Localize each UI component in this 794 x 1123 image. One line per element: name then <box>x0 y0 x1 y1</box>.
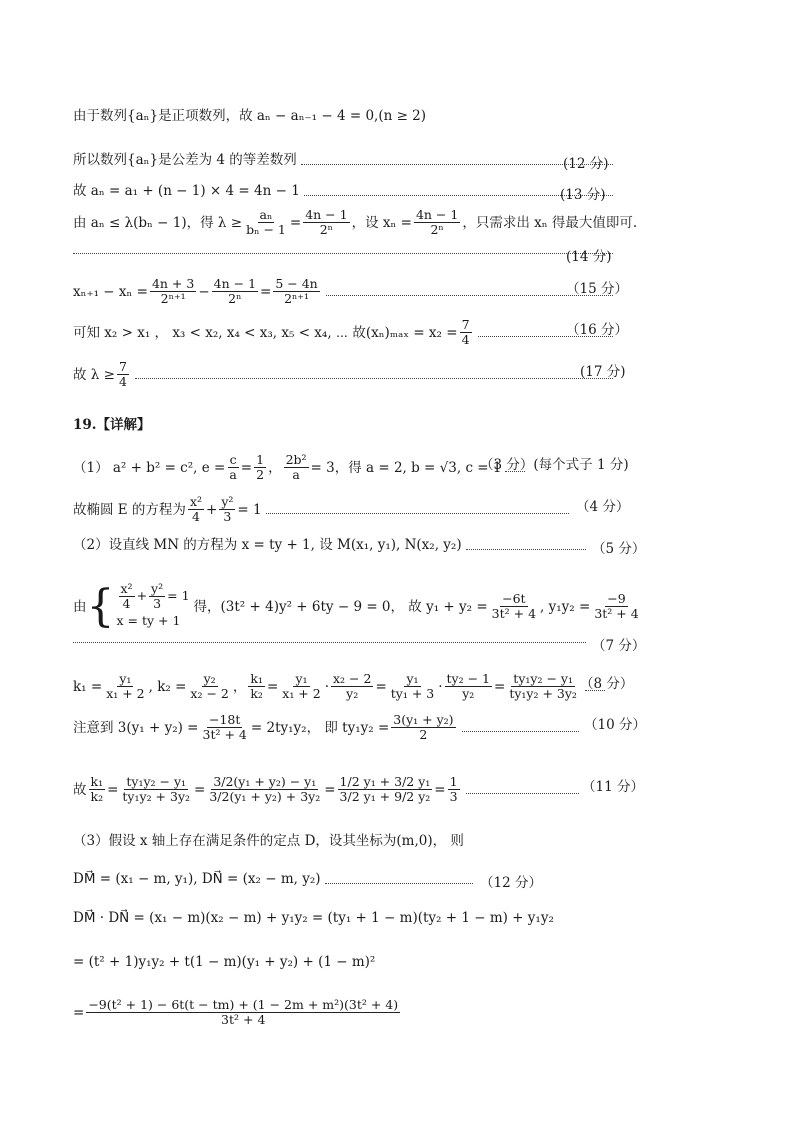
denominator: a <box>292 467 300 482</box>
score-label: （7 分） <box>592 638 646 654</box>
fraction <box>280 672 322 701</box>
denominator: 2ⁿ <box>319 222 334 237</box>
operator: = <box>289 214 302 231</box>
fraction <box>104 672 146 701</box>
numerator: k₁ <box>90 774 104 789</box>
denominator: 3/2(y₁ + y₂) + 3y₂ <box>209 789 321 804</box>
statement: 所以数列{aₙ}是公差为 4 的等差数列 <box>73 152 297 168</box>
numerator: 3(y₁ + y₂) <box>393 712 454 727</box>
leader-dots <box>466 541 586 550</box>
fraction <box>120 775 192 804</box>
fraction <box>338 775 433 804</box>
fraction <box>207 775 322 804</box>
statement: 故椭圆 E 的方程为 <box>73 501 186 518</box>
leader-dots <box>325 875 473 884</box>
operator: = <box>266 678 279 695</box>
statement: , y₁y₂ = <box>540 598 591 615</box>
denominator: k₂ <box>90 789 104 804</box>
score-label: （3 分）(每个式子 1 分) <box>480 457 629 473</box>
numerator: ty₁y₂ − y₁ <box>126 774 187 789</box>
denominator: bₙ − 1 <box>246 222 286 237</box>
numerator: −6t <box>502 591 526 606</box>
numerator: 5 − 4n <box>275 276 318 291</box>
text-line <box>73 245 616 254</box>
statement: = 1 <box>167 588 190 603</box>
numerator: 4n − 1 <box>305 207 348 222</box>
numerator: aₙ <box>259 207 273 222</box>
leader-dots <box>466 785 579 794</box>
leader-dots <box>462 723 579 732</box>
score-label: （4 分） <box>576 499 630 515</box>
equation-system <box>117 582 190 631</box>
fraction <box>188 495 204 524</box>
score-label: (17 分) <box>580 364 626 380</box>
denominator: 4 <box>118 374 127 389</box>
fraction <box>150 277 196 306</box>
operator: + <box>136 588 148 603</box>
operator: = <box>194 781 206 798</box>
system-row: x = ty + 1 <box>116 613 181 628</box>
operator: = <box>240 459 253 476</box>
statement: （2）设直线 MN 的方程为 x = ty + 1, 设 M(x₁, y₁), N(x₂, y₂) <box>73 537 462 553</box>
numerator: 3/2(y₁ + y₂) − y₁ <box>213 774 317 789</box>
numerator: ty₂ − 1 <box>446 671 491 686</box>
numerator: 4n − 1 <box>213 276 257 291</box>
text-line <box>73 713 582 742</box>
statement: = 2ty₁y₂， 即 ty₁y₂ = <box>250 719 390 736</box>
text-line <box>73 537 589 553</box>
fraction <box>273 277 319 306</box>
statement: 可知 x₂ > x₁ ， x₃ < x₂, x₄ < x₃, x₅ < x₄, ⋯ 故(xₙ)ₘₐₓ = x₂ = <box>73 324 458 341</box>
numerator: 1 <box>449 774 458 789</box>
score-label: （10 分） <box>584 717 646 733</box>
statement: （1） a² + b² = c², e = <box>73 459 226 476</box>
statement: DM⃗ = (x₁ − m, y₁), DN⃗ = (x₂ − m, y₂) <box>73 871 321 887</box>
text-line <box>73 672 576 701</box>
numerator: 2b² <box>285 452 307 467</box>
numerator: −9 <box>607 591 626 606</box>
denominator: 4 <box>122 596 131 611</box>
fraction <box>284 453 309 482</box>
statement: ，设 xₙ = <box>351 214 412 231</box>
score-label: （5 分） <box>592 541 646 557</box>
fraction <box>89 775 106 804</box>
denominator: a <box>229 467 237 482</box>
score-label: (12 分) <box>563 156 609 172</box>
denominator: 2ⁿ⁺¹ <box>160 291 186 306</box>
statement: 故 <box>73 781 87 798</box>
text-line <box>73 277 616 306</box>
text-line <box>73 108 624 124</box>
leader-dots <box>73 245 613 254</box>
denominator: 4 <box>461 332 470 347</box>
statement: , k₂ = <box>148 678 187 695</box>
fraction <box>448 775 460 804</box>
score-label: （12 分） <box>480 875 542 891</box>
fraction <box>117 360 129 389</box>
denominator: 2ⁿ⁺¹ <box>284 291 310 306</box>
statement: 得，(3t² + 4)y² + 6ty − 9 = 0， 故 y₁ + y₂ = <box>193 598 488 615</box>
numerator: y² <box>151 581 164 596</box>
denominator: ty₁y₂ + 3y₂ <box>122 789 191 804</box>
operator: = <box>260 283 272 300</box>
statement: 由 aₙ ≤ λ(bₙ − 1)，得 λ ≥ <box>73 214 243 231</box>
denominator: y₂ <box>346 686 359 701</box>
numerator: 4n − 1 <box>415 207 459 222</box>
fraction <box>445 672 492 701</box>
system-row <box>117 582 190 611</box>
statement: 故 λ ≥ <box>73 366 115 383</box>
numerator: 7 <box>461 317 470 332</box>
operator: = <box>494 678 506 695</box>
numerator: y₁ <box>406 671 419 686</box>
statement: = 1 <box>237 501 262 518</box>
denominator: 3/2 y₁ + 9/2 y₂ <box>339 789 431 804</box>
text-line <box>73 452 502 482</box>
fraction <box>201 713 249 742</box>
denominator: 2 <box>419 727 428 742</box>
operator: + <box>206 501 218 518</box>
fraction <box>119 582 135 611</box>
fraction <box>389 672 436 701</box>
numerator: 4n + 3 <box>151 276 195 291</box>
leader-dots <box>73 634 586 643</box>
denominator: 3 <box>223 509 232 524</box>
statement: 由于数列{aₙ}是正项数列，故 aₙ − aₙ₋₁ − 4 = 0,(n ≥ 2) <box>73 108 427 124</box>
fraction <box>460 318 472 347</box>
text-line <box>73 208 637 237</box>
text-line <box>73 871 476 887</box>
denominator: 4 <box>191 509 200 524</box>
fraction <box>303 208 349 237</box>
text-line <box>73 634 589 643</box>
denominator: ty₁ + 3 <box>390 686 435 701</box>
numerator: x² <box>189 494 202 509</box>
text-line <box>73 833 624 849</box>
denominator: x₁ + 2 <box>282 686 321 701</box>
statement: 故 aₙ = a₁ + (n − 1) × 4 = 4n − 1 <box>73 183 300 199</box>
denominator: 3 <box>449 789 458 804</box>
denominator: 2ⁿ <box>228 291 242 306</box>
denominator: x₂ − 2 <box>190 686 229 701</box>
numerator: y² <box>221 494 234 509</box>
fraction <box>188 672 230 701</box>
leader-dots <box>135 370 613 379</box>
fraction <box>86 998 400 1027</box>
text-line <box>73 910 624 926</box>
operator: · <box>438 678 443 695</box>
denominator: 3t² + 4 <box>221 1012 266 1027</box>
fraction <box>507 672 579 701</box>
fraction <box>592 592 640 621</box>
leader-dots <box>266 505 569 514</box>
section-heading <box>73 417 624 433</box>
numerator: −18t <box>208 712 241 727</box>
statement: ， <box>268 459 282 476</box>
numerator: y₁ <box>119 671 132 686</box>
numerator: −9(t² + 1) − 6t(t − tm) + (1 − 2m + m²)(3t² + 4) <box>88 997 399 1012</box>
numerator: x² <box>120 581 133 596</box>
fraction <box>227 453 238 482</box>
numerator: 1/2 y₁ + 3/2 y₁ <box>339 774 431 789</box>
numerator: c <box>229 452 237 467</box>
fraction <box>244 208 288 237</box>
denominator: ty₁y₂ + 3y₂ <box>509 686 577 701</box>
score-label: （16 分） <box>566 322 628 338</box>
score-label: (13 分) <box>560 187 606 203</box>
score-label: （11 分） <box>582 779 644 795</box>
text-line <box>73 998 624 1027</box>
statement: DM⃗ · DN⃗ = (x₁ − m)(x₂ − m) + y₁y₂ = (ty₁ + 1 − m)(ty₂ + 1 − m) + y₁y₂ <box>73 910 554 926</box>
denominator: 3t² + 4 <box>594 606 639 621</box>
text-line <box>73 775 582 804</box>
text-line <box>73 183 616 199</box>
denominator: 3t² + 4 <box>202 727 247 742</box>
numerator: y₁ <box>295 671 308 686</box>
brace: { <box>86 580 115 632</box>
statement: ，只需求出 xₙ 得最大值即可. <box>462 214 638 231</box>
numerator: 1 <box>256 452 265 467</box>
fraction <box>414 208 460 237</box>
score-label: （15 分） <box>566 281 628 297</box>
text-line <box>73 360 616 389</box>
fraction <box>391 713 455 742</box>
denominator: k₂ <box>250 686 263 701</box>
denominator: 3 <box>153 596 162 611</box>
numerator: y₂ <box>203 671 216 686</box>
statement: 注意到 3(y₁ + y₂) = <box>73 719 199 736</box>
score-label: (14 分) <box>566 249 612 265</box>
numerator: k₁ <box>250 671 263 686</box>
statement: = 3，得 a = 2, b = √3, c = 1 <box>310 459 502 476</box>
operator: − <box>198 283 210 300</box>
denominator: 2ⁿ <box>430 222 444 237</box>
fraction <box>248 672 265 701</box>
denominator: 3t² + 4 <box>491 606 537 621</box>
operator: = <box>434 781 446 798</box>
operator: = <box>107 781 119 798</box>
denominator: y₂ <box>462 686 475 701</box>
fraction <box>149 582 165 611</box>
statement: ， <box>232 678 247 695</box>
text-line <box>73 582 643 631</box>
fraction <box>219 495 235 524</box>
statement: = (t² + 1)y₁y₂ + t(1 − m)(y₁ + y₂) + (1 − m)² <box>73 954 376 970</box>
fraction <box>254 453 266 482</box>
text-line <box>73 318 616 347</box>
denominator: 2 <box>256 467 265 482</box>
operator: = <box>73 1004 85 1021</box>
fraction <box>212 277 258 306</box>
heading-text: 19.【详解】 <box>73 417 151 433</box>
denominator: x₁ + 2 <box>106 686 145 701</box>
numerator: 7 <box>118 359 127 374</box>
fraction <box>331 672 373 701</box>
text-line <box>73 152 616 168</box>
text-line <box>73 495 572 524</box>
statement: xₙ₊₁ − xₙ = <box>73 283 148 300</box>
fraction <box>490 592 538 621</box>
operator: = <box>375 678 387 695</box>
score-label: （8 分） <box>580 676 634 692</box>
operator: = <box>324 781 336 798</box>
statement: k₁ = <box>73 678 103 695</box>
operator: · <box>324 678 329 695</box>
numerator: ty₁y₂ − y₁ <box>513 671 573 686</box>
text-line <box>73 954 624 970</box>
statement: （3）假设 x 轴上存在满足条件的定点 D，设其坐标为(m,0)， 则 <box>73 833 464 849</box>
statement: 由 <box>73 598 87 615</box>
numerator: x₂ − 2 <box>333 671 372 686</box>
